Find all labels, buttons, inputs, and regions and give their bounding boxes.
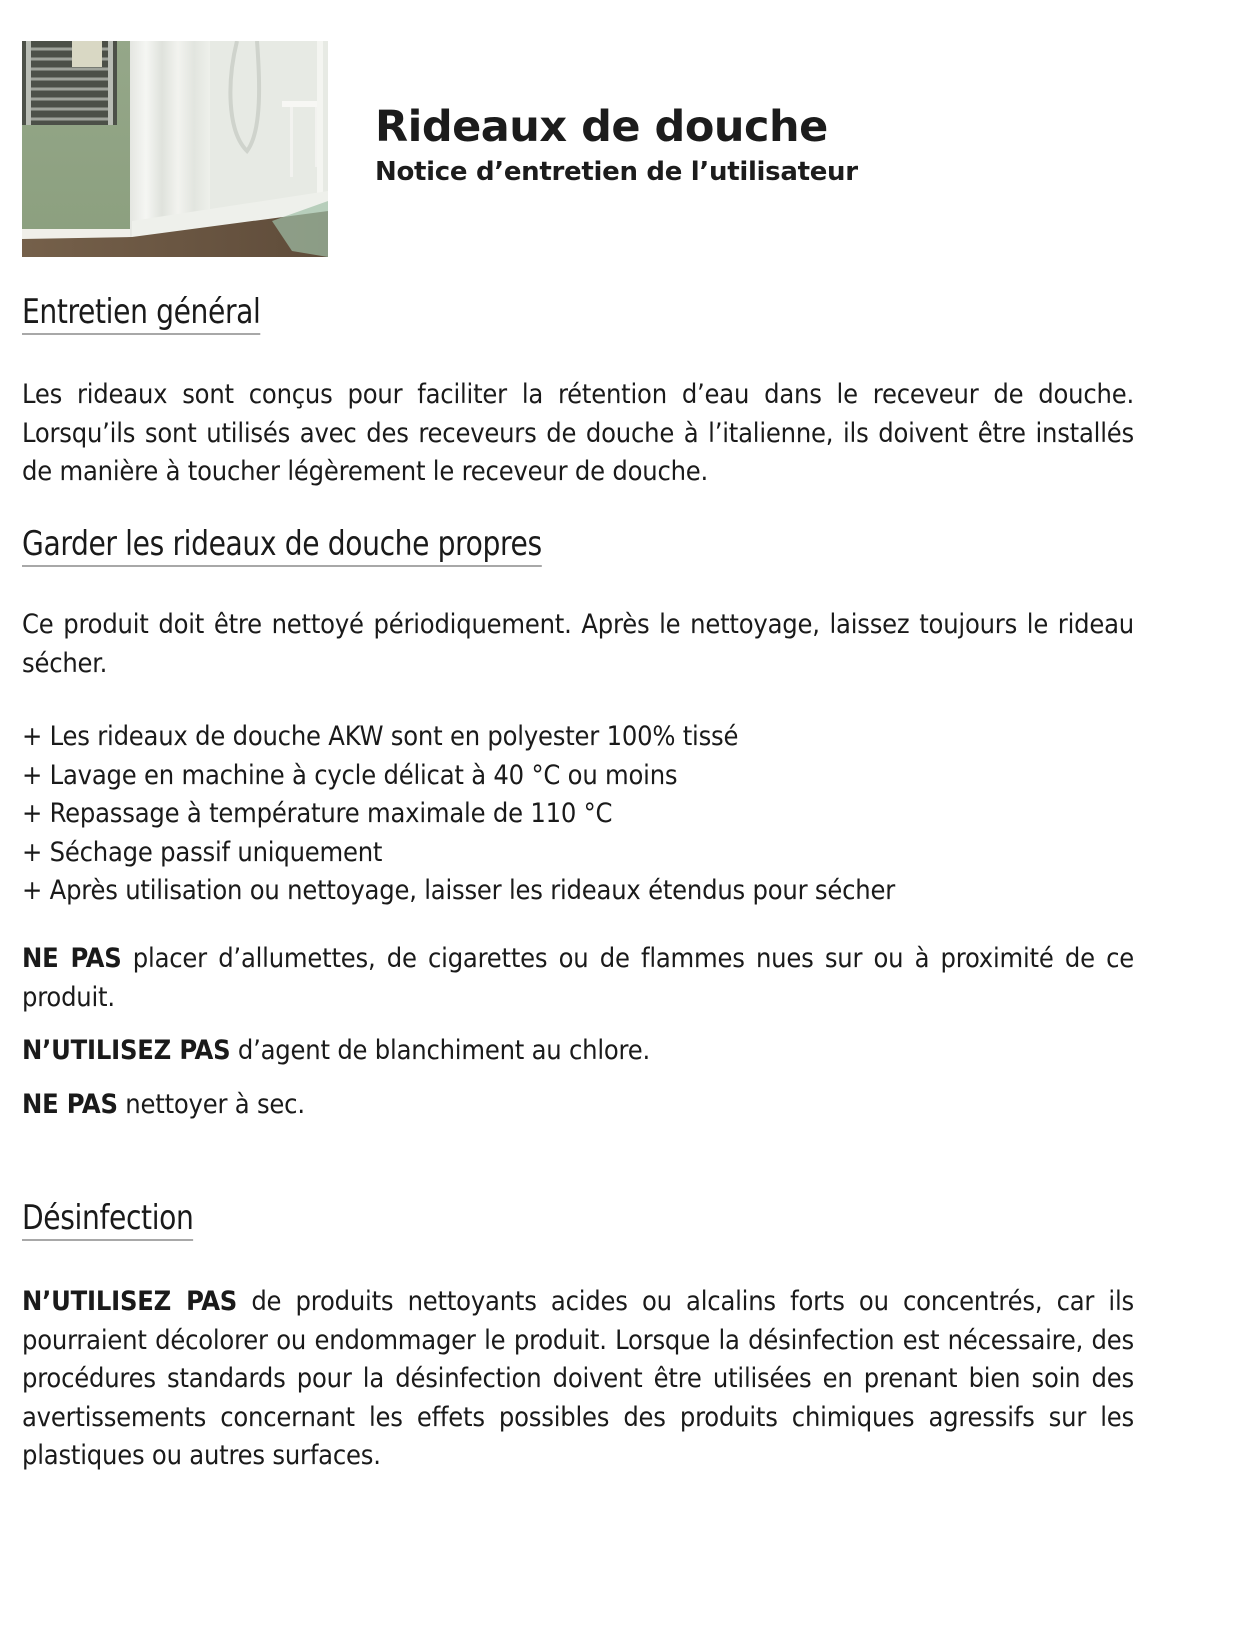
section-heading: Désinfection	[22, 1198, 193, 1241]
document-title-block	[375, 100, 858, 190]
document-subtitle: Notice d’entretien de l’utilisateur	[375, 157, 858, 187]
section-keep-clean-intro	[22, 606, 1134, 683]
list-item: + Lavage en machine à cycle délicat à 40 °C ou moins	[22, 759, 678, 791]
warning-strong: N’UTILISEZ PAS	[22, 1035, 231, 1066]
list-item: + Les rideaux de douche AKW sont en polyester 100% tissé	[22, 721, 739, 752]
section-keep-clean	[22, 524, 1134, 567]
care-instructions-list	[22, 718, 1134, 911]
section-general-care-body	[22, 376, 1134, 492]
document-title: Rideaux de douche	[375, 102, 828, 152]
warning-no-dry-clean	[22, 1086, 1134, 1125]
warning-text: placer d’allumettes, de cigarettes ou de flammes nues sur ou à proximité de ce produit.	[22, 943, 1134, 1013]
section-heading: Garder les rideaux de douche propres	[22, 524, 542, 567]
section-disinfection	[22, 1198, 1134, 1241]
warning-no-flames	[22, 940, 1134, 1017]
warning-strong: N’UTILISEZ PAS	[22, 1286, 238, 1317]
warning-text: de produits nettoyants acides ou alcalins forts ou concentrés, car ils pourraient décolorer ou endommager le produit. Lorsque la désinfection est nécessaire, des procédures standards pour la désinfection doivent être utilisées en prenant bien soin des avertissements concernant les effets possibles des produits chimiques agressifs sur les plastiques ou autres surfaces.	[22, 1286, 1134, 1471]
warning-no-bleach	[22, 1032, 1134, 1071]
shower-scene-image	[22, 41, 328, 257]
section-general-care	[22, 292, 1134, 335]
section-disinfection-body	[22, 1283, 1134, 1476]
list-item: + Après utilisation ou nettoyage, laisser les rideaux étendus pour sécher	[22, 875, 895, 906]
paragraph: Les rideaux sont conçus pour faciliter la rétention d’eau dans le receveur de douche. Lorsqu’ils sont utilisés avec des receveurs de douche à l’italienne, ils doivent être installés de manière à toucher légèrement le receveur de douche.	[22, 379, 1134, 487]
section-heading: Entretien général	[22, 292, 261, 335]
list-item: + Séchage passif uniquement	[22, 836, 383, 868]
paragraph: Ce produit doit être nettoyé périodiquement. Après le nettoyage, laissez toujours le rideau sécher.	[22, 609, 1134, 679]
warning-strong: NE PAS	[22, 1089, 118, 1120]
warning-strong: NE PAS	[22, 943, 122, 974]
product-photo	[22, 41, 328, 257]
list-item: + Repassage à température maximale de 110 °C	[22, 798, 613, 829]
warning-text: d’agent de blanchiment au chlore.	[230, 1035, 651, 1066]
warning-text: nettoyer à sec.	[117, 1089, 305, 1120]
